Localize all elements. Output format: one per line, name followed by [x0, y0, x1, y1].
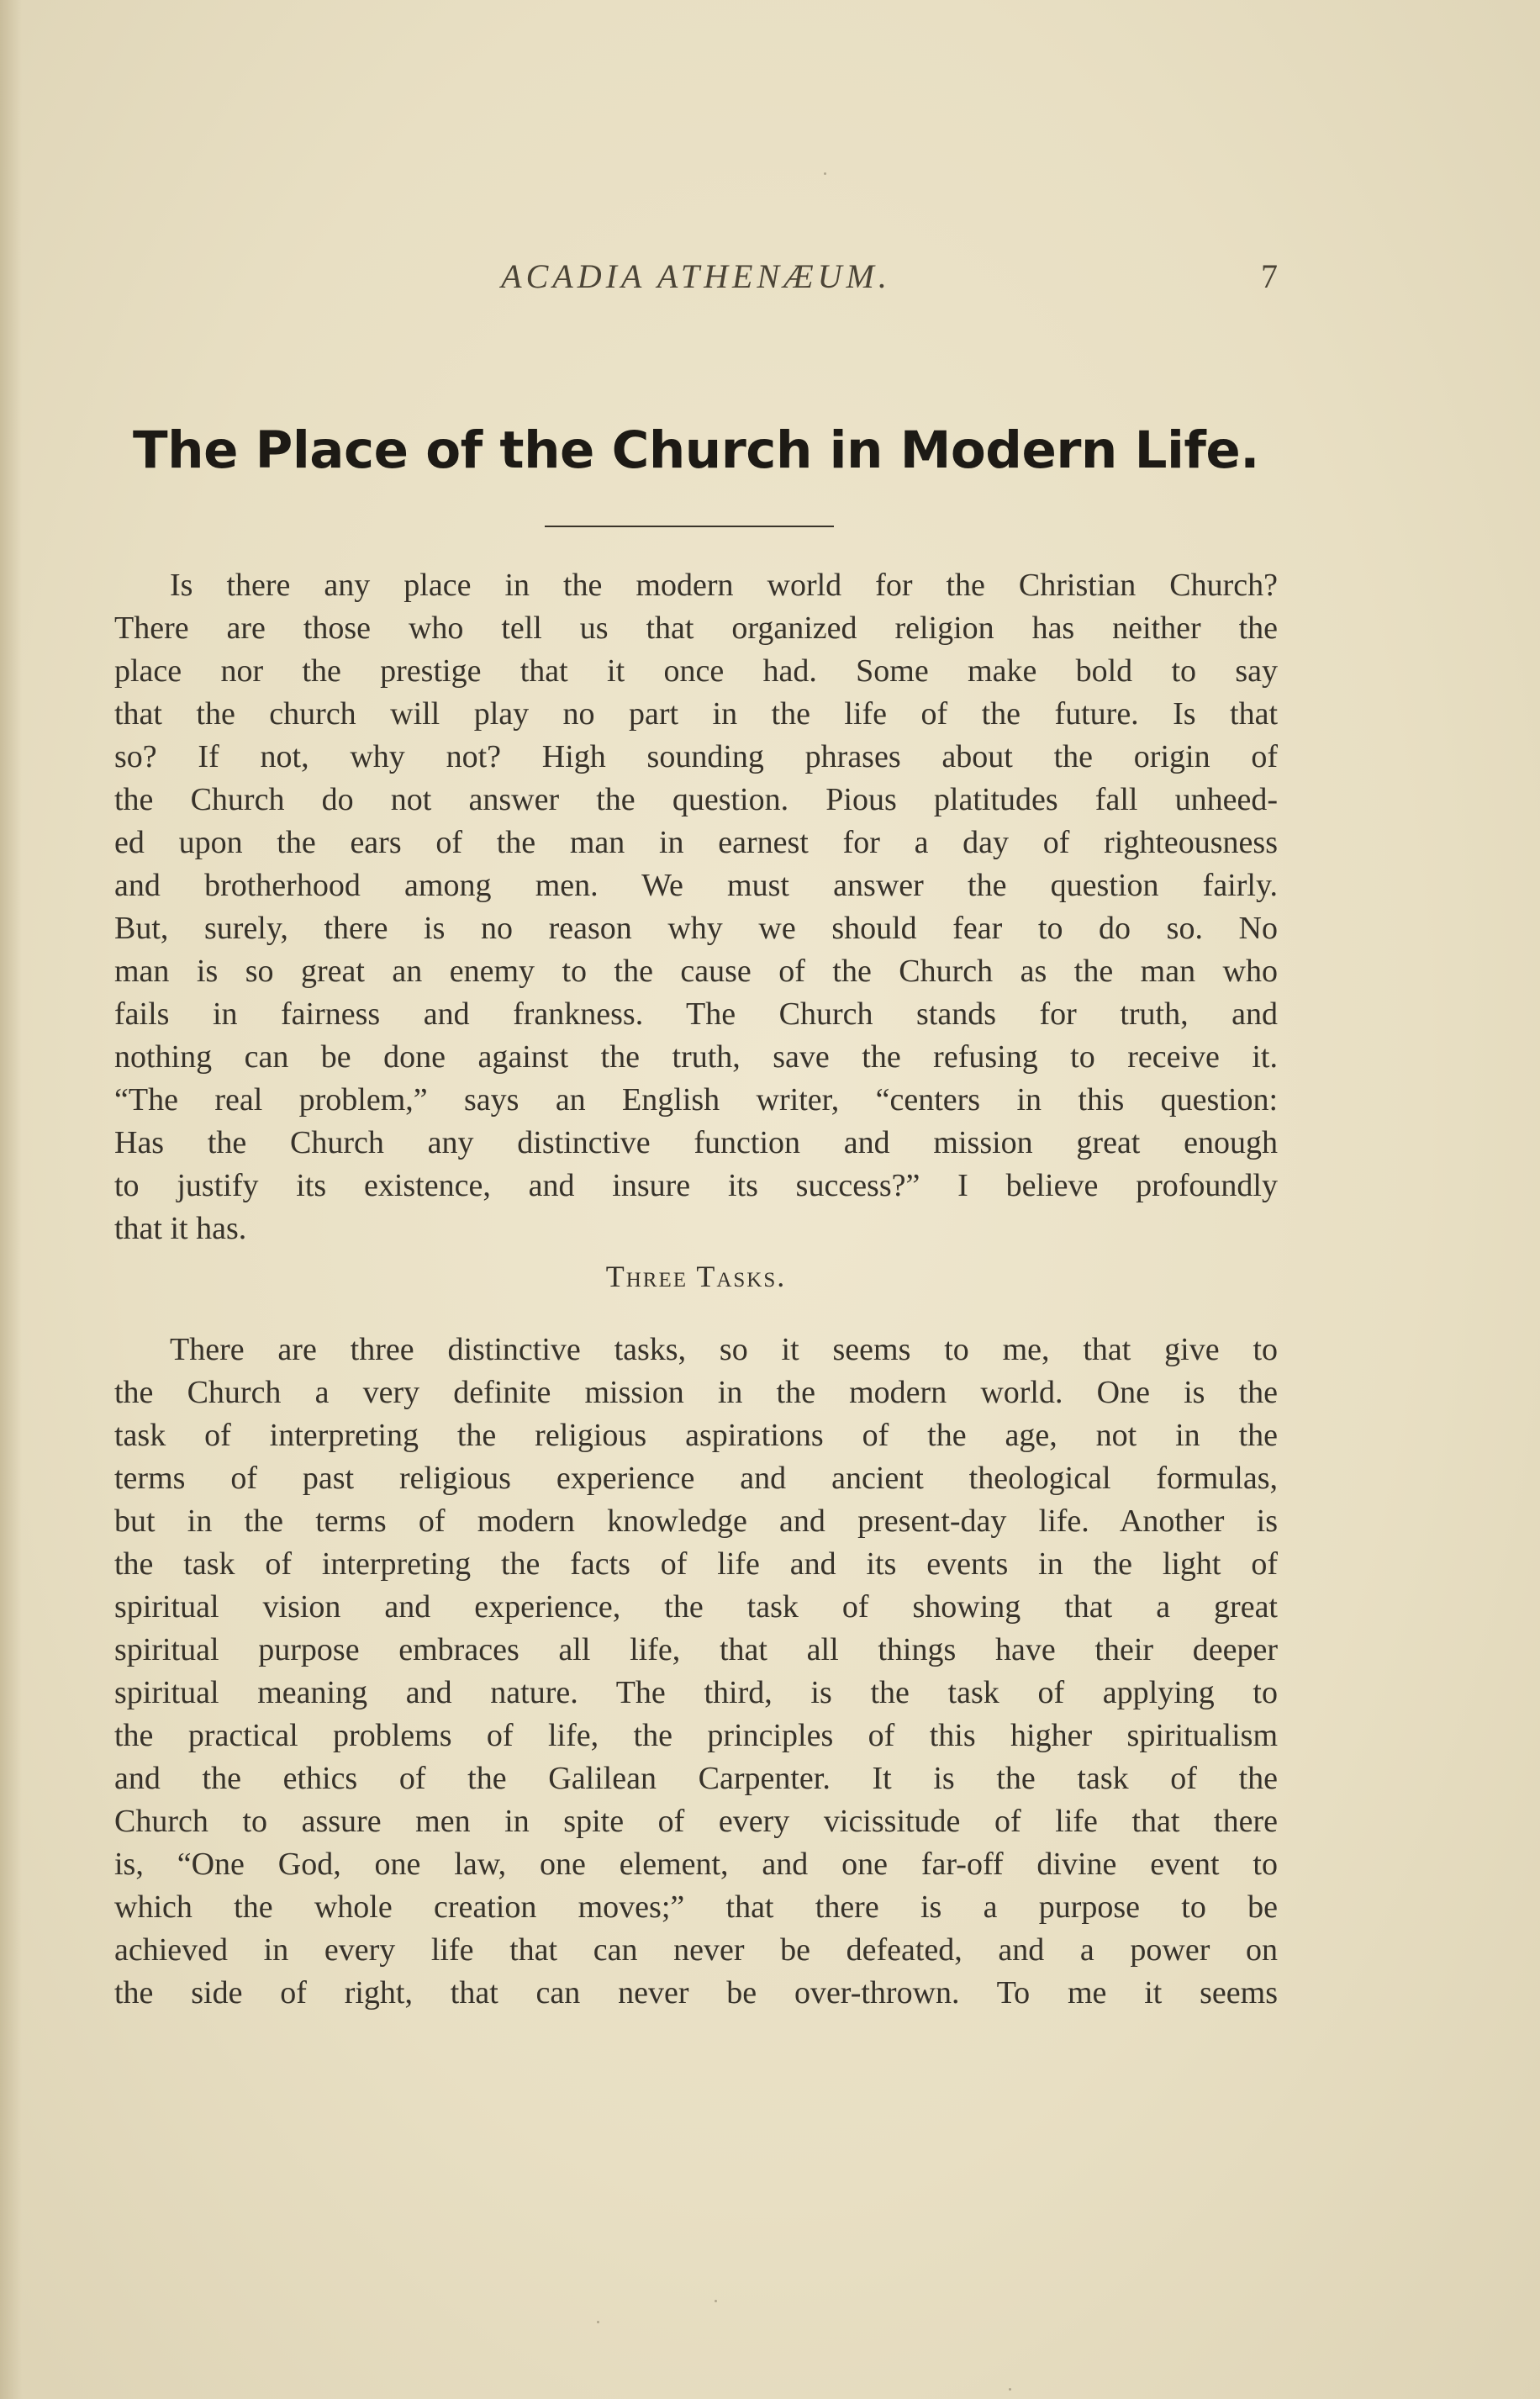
title-divider-rule	[545, 526, 834, 527]
text-line: the Church do not answer the question. Pious platitudes fall unheed-	[114, 782, 1278, 817]
text-line: but in the terms of modern knowledge and present-day life. Another is	[114, 1503, 1278, 1539]
text-line: spiritual vision and experience, the task of showing that a great	[114, 1589, 1278, 1625]
text-line: that it has.	[114, 1211, 247, 1246]
text-line: fails in fairness and frankness. The Church stands for truth, and	[114, 996, 1278, 1032]
text-line: Has the Church any distinctive function and mission great enough	[114, 1125, 1278, 1160]
text-line: place nor the prestige that it once had. Some make bold to say	[114, 653, 1278, 689]
text-line: There are three distinctive tasks, so it seems to me, that give to	[170, 1332, 1278, 1367]
paper-speck	[1009, 2388, 1011, 2391]
text-line: achieved in every life that can never be defeated, and a power on	[114, 1932, 1278, 1968]
text-line: the task of interpreting the facts of life and its events in the light of	[114, 1546, 1278, 1582]
text-line: Is there any place in the modern world for the Christian Church?	[170, 568, 1278, 603]
text-line: task of interpreting the religious aspirations of the age, not in the	[114, 1418, 1278, 1453]
text-line: terms of past religious experience and ancient theological formulas,	[114, 1461, 1278, 1496]
text-line: and brotherhood among men. We must answer the question fairly.	[114, 868, 1278, 903]
text-line: spiritual purpose embraces all life, that all things have their deeper	[114, 1632, 1278, 1667]
text-line: “The real problem,” says an English writer, “centers in this question:	[114, 1082, 1278, 1118]
text-line: There are those who tell us that organized religion has neither the	[114, 610, 1278, 646]
text-line: the Church a very definite mission in the modern world. One is the	[114, 1375, 1278, 1410]
text-line: spiritual meaning and nature. The third, is the task of applying to	[114, 1675, 1278, 1710]
text-line: man is so great an enemy to the cause of the Church as the man who	[114, 954, 1278, 989]
text-line: the side of right, that can never be over-thrown. To me it seems	[114, 1975, 1278, 2011]
paragraph-1	[114, 564, 1278, 1250]
article-title: The Place of the Church in Modern Life.	[133, 420, 1259, 480]
page-number: 7	[1261, 257, 1278, 295]
page-edge-shadow	[0, 0, 22, 2399]
text-line: is, “One God, one law, one element, and one far-off divine event to	[114, 1847, 1278, 1882]
paper-speck	[597, 2321, 599, 2323]
running-head	[114, 256, 1278, 299]
text-line: which the whole creation moves;” that there is a purpose to be	[114, 1889, 1278, 1925]
journal-title: ACADIA ATHENÆUM.	[501, 257, 891, 295]
text-line: and the ethics of the Galilean Carpenter. It is the task of the	[114, 1761, 1278, 1796]
text-line: the practical problems of life, the principles of this higher spiritualism	[114, 1718, 1278, 1753]
text-line: that the church will play no part in the life of the future. Is that	[114, 696, 1278, 732]
text-line: so? If not, why not? High sounding phrases about the origin of	[114, 739, 1278, 774]
paper-speck	[824, 172, 826, 175]
text-line: But, surely, there is no reason why we should fear to do so. No	[114, 911, 1278, 946]
text-line: ed upon the ears of the man in earnest for a day of righteousness	[114, 825, 1278, 860]
paper-speck	[715, 2300, 717, 2302]
text-line: Church to assure men in spite of every vicissitude of life that there	[114, 1804, 1278, 1839]
text-line: nothing can be done against the truth, save the refusing to receive it.	[114, 1039, 1278, 1075]
text-line: to justify its existence, and insure its success?” I believe profoundly	[114, 1168, 1278, 1203]
section-heading: Three Tasks.	[605, 1260, 787, 1293]
paragraph-2	[114, 1329, 1278, 2015]
